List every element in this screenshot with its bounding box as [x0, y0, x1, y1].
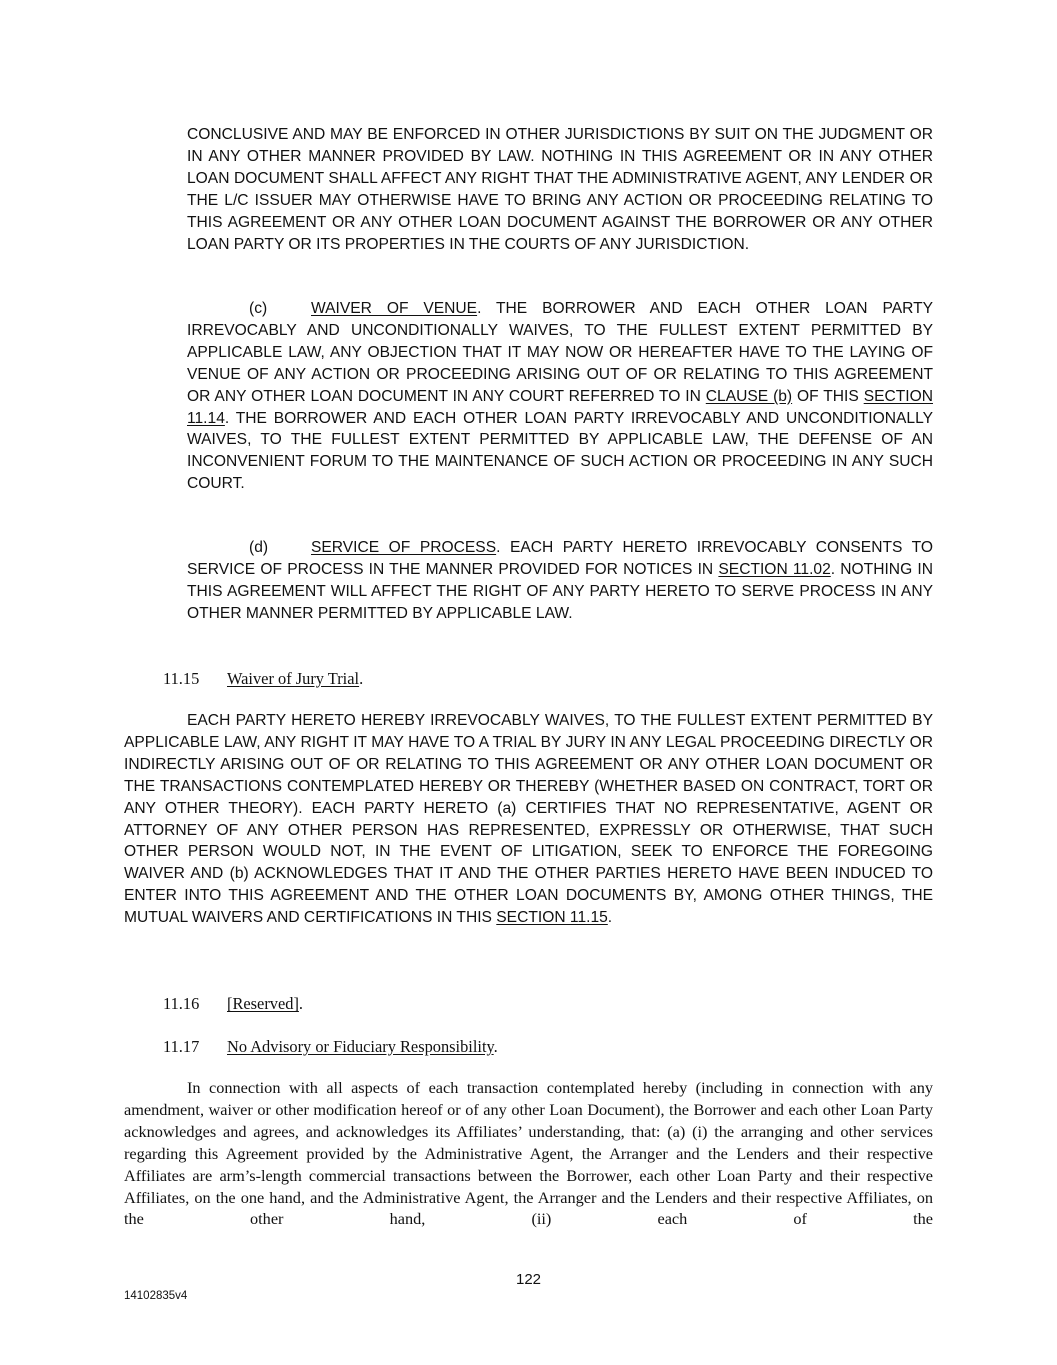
section-11-17-heading: [163, 1036, 498, 1057]
section-11-02-reference: SECTION 11.02: [718, 560, 831, 578]
paragraph-c-text-1: . THE BORROWER AND EACH OTHER LOAN PARTY IRREVOCABLY AND UNCONDITIONALLY WAIVES, TO THE FULLEST EXTENT PERMITTED BY APPLICABLE LAW, ANY OBJECTION THAT IT MAY NOW OR HEREAFTER HAVE TO THE LAYING OF VENUE OF ANY ACTION OR PROCEEDING ARISING OUT OF OR RELATING TO THIS AGREEMENT OR ANY OTHER LOAN DOCUMENT IN ANY COURT REFERRED TO IN: [187, 300, 934, 405]
section-11-15-reference: SECTION 11.15: [496, 909, 608, 927]
paragraph-c-title: WAIVER OF VENUE: [311, 300, 478, 317]
paragraph-c-text-2: OF THIS: [792, 387, 864, 405]
paragraph-b-continuation: [187, 124, 933, 255]
section-11-17-period: .: [493, 1037, 498, 1056]
section-11-15-body: [124, 710, 933, 929]
section-11-17-text: In connection with all aspects of each transaction contemplated hereby (including in connection with any amendment, waiver or other modification hereof or of any other Loan Document), the Borrower and each other Loan Party acknowledges and agrees, and acknowledges its Affiliates’ understanding, that: (a) (i) the arranging and other services regarding this Agreement provided by the Administrative Agent, the Arranger and the Lenders and their respective Affiliates are arm’s-length commercial transactions between the Borrower, each other Loan Party and their respective Affiliates, on the one hand, and the Administrative Agent, the Arranger and the Lenders and their respective Affiliates, on the other hand, (ii) each of the: [124, 1078, 933, 1229]
paragraph-c: [187, 298, 933, 495]
paragraph-c-text-3: . THE BORROWER AND EACH OTHER LOAN PARTY IRREVOCABLY AND UNCONDITIONALLY WAIVES, TO THE FULLEST EXTENT PERMITTED BY APPLICABLE LAW, THE DEFENSE OF AN INCONVENIENT FORUM TO THE MAINTENANCE OF SUCH ACTION OR PROCEEDING IN ANY SUCH COURT.: [187, 409, 933, 493]
section-11-16-period: .: [298, 994, 304, 1013]
paragraph-d-text-1: . EACH PARTY HERETO IRREVOCABLY CONSENTS TO SERVICE OF PROCESS IN THE MANNER PROVIDED FOR NOTICES IN: [187, 539, 933, 578]
section-11-17-body: [124, 1077, 933, 1230]
paragraph-b-text: CONCLUSIVE AND MAY BE ENFORCED IN OTHER JURISDICTIONS BY SUIT ON THE JUDGMENT OR IN ANY OTHER MANNER PROVIDED BY LAW. NOTHING IN THIS AGREEMENT OR IN ANY OTHER LOAN DOCUMENT SHALL AFFECT ANY RIGHT THAT THE ADMINISTRATIVE AGENT, ANY LENDER OR THE L/C ISSUER MAY OTHERWISE HAVE TO BRING ANY ACTION OR PROCEEDING RELATING TO THIS AGREEMENT OR ANY OTHER LOAN DOCUMENT AGAINST THE BORROWER OR ANY OTHER LOAN PARTY OR ITS PROPERTIES IN THE COURTS OF ANY JURISDICTION.: [187, 126, 933, 253]
page-number: 122: [515, 1271, 542, 1288]
section-11-15-title: Waiver of Jury Trial: [227, 669, 360, 688]
section-11-16-number: 11.16: [163, 994, 200, 1013]
section-11-16-title: [Reserved]: [227, 994, 299, 1013]
section-11-14-reference: SECTION 11.14: [187, 387, 933, 427]
paragraph-d: [187, 537, 933, 625]
section-11-15-heading: [163, 668, 363, 689]
section-11-15-number: 11.15: [163, 669, 200, 688]
section-11-15-text-1: EACH PARTY HERETO HEREBY IRREVOCABLY WAIVES, TO THE FULLEST EXTENT PERMITTED BY APPLICABLE LAW, ANY RIGHT IT MAY HAVE TO A TRIAL BY JURY IN ANY LEGAL PROCEEDING DIRECTLY OR INDIRECTLY ARISING OUT OF OR RELATING TO THIS AGREEMENT OR ANY OTHER LOAN DOCUMENT OR THE TRANSACTIONS CONTEMPLATED HEREBY OR THEREBY (WHETHER BASED ON CONTRACT, TORT OR ANY OTHER THEORY). EACH PARTY HERETO (a) CERTIFIES THAT NO REPRESENTATIVE, AGENT OR ATTORNEY OF ANY OTHER PERSON HAS REPRESENTED, EXPRESSLY OR OTHERWISE, THAT SUCH OTHER PERSON WOULD NOT, IN THE EVENT OF LITIGATION, SEEK TO ENFORCE THE FOREGOING WAIVER AND (b) ACKNOWLEDGES THAT IT AND THE OTHER PARTIES HERETO HAVE BEEN INDUCED TO ENTER INTO THIS AGREEMENT AND THE OTHER LOAN DOCUMENTS BY, AMONG OTHER THINGS, THE MUTUAL WAIVERS AND CERTIFICATIONS IN THIS: [124, 712, 933, 927]
paragraph-d-text-2: . NOTHING IN THIS AGREEMENT WILL AFFECT THE RIGHT OF ANY PARTY HERETO TO SERVE PROCESS IN ANY OTHER MANNER PERMITTED BY APPLICABLE LAW.: [187, 560, 933, 622]
paragraph-d-title: SERVICE OF PROCESS: [311, 539, 497, 556]
paragraph-c-label: (c): [249, 300, 268, 317]
paragraph-d-label: (d): [249, 539, 269, 556]
section-11-17-number: 11.17: [163, 1037, 200, 1056]
clause-b-reference: CLAUSE (b): [705, 387, 793, 405]
section-11-17-title: No Advisory or Fiduciary Responsibility: [227, 1037, 494, 1056]
document-id: 14102835v4: [124, 1290, 188, 1302]
section-11-15-period: .: [359, 669, 364, 688]
section-11-16-heading: [163, 993, 303, 1014]
section-11-15-text-2: .: [607, 909, 613, 927]
